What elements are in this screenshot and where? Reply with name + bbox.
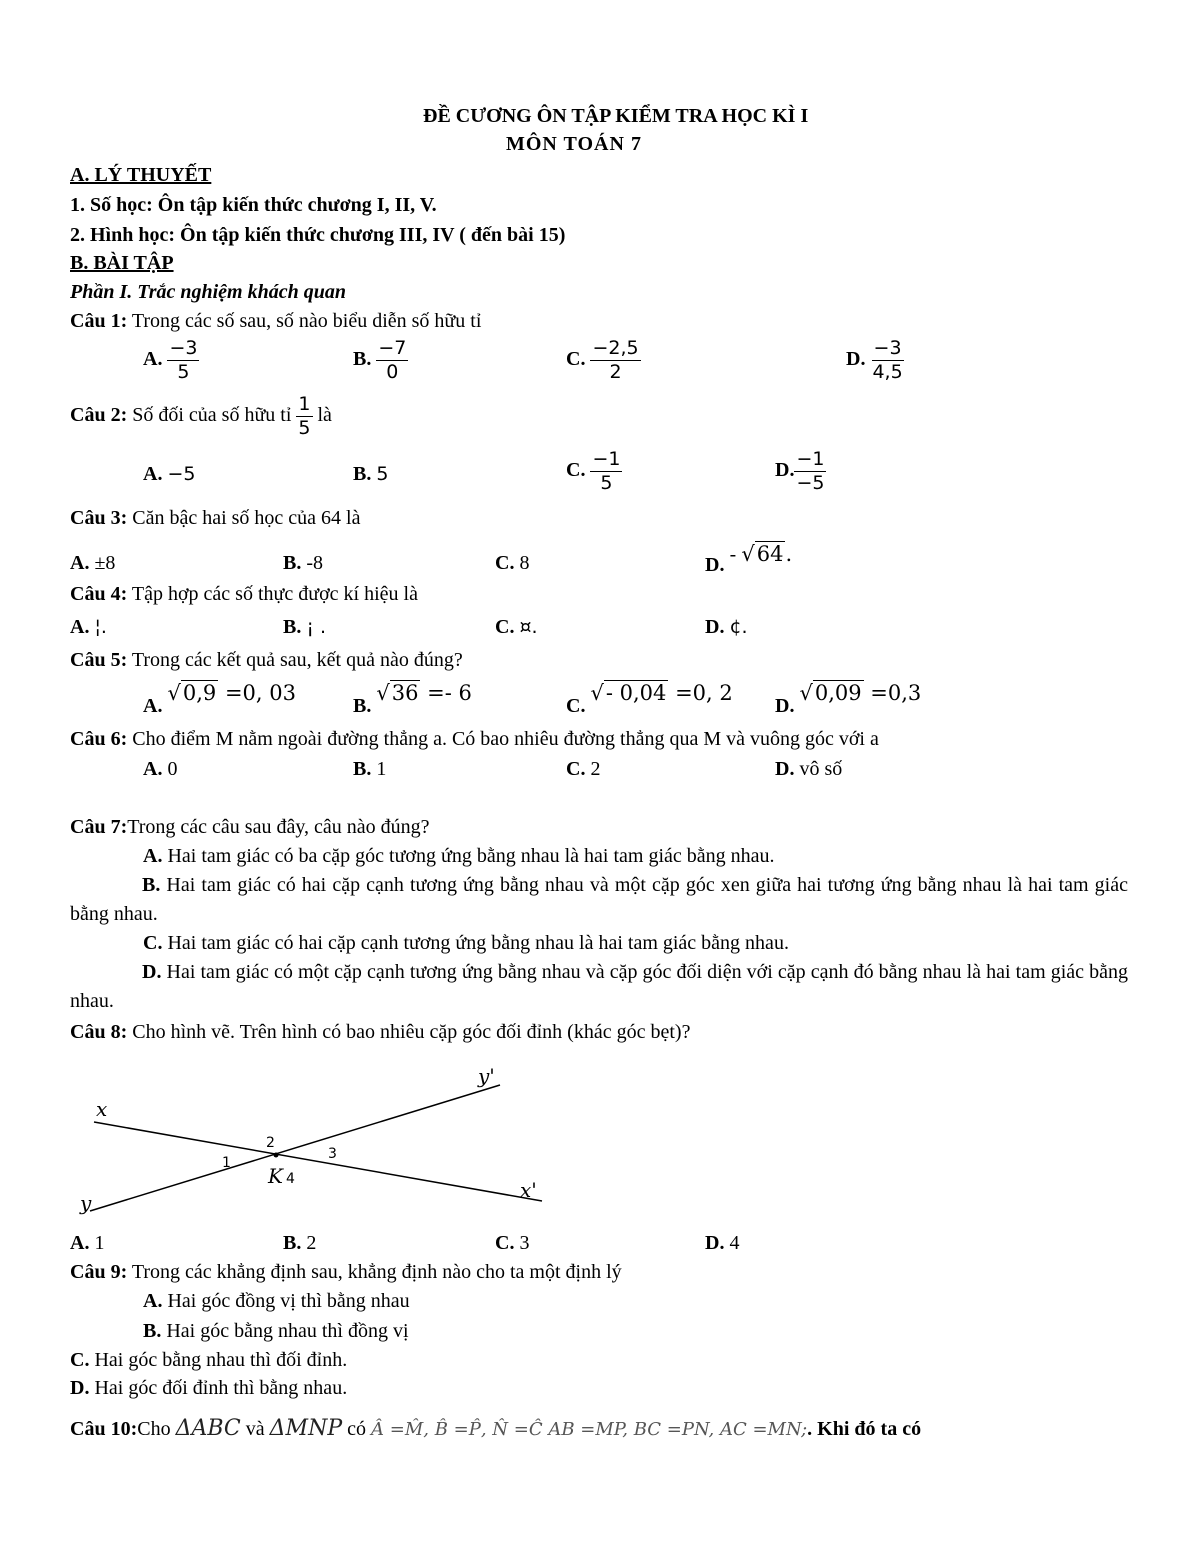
- label-x: x: [96, 1097, 108, 1121]
- question-label: Câu 2:: [70, 403, 128, 426]
- q2-option-a: [143, 464, 195, 484]
- fraction: [590, 449, 622, 494]
- theory-item-2: 2. Hình học: Ôn tập kiến thức chương III, IV ( đến bài 15): [70, 224, 566, 246]
- denominator: 2: [609, 360, 622, 383]
- fraction: [296, 394, 312, 439]
- question-label: Câu 9:: [70, 1261, 128, 1283]
- option-text: Hai góc bằng nhau thì đối đỉnh.: [89, 1349, 348, 1371]
- radicand: 0,9: [182, 681, 217, 705]
- numerator: −2,5: [592, 337, 639, 359]
- option-text: Hai tam giác có hai cặp cạnh tương ứng bằng nhau là hai tam giác bằng nhau.: [162, 932, 789, 954]
- option-label: A.: [143, 695, 163, 717]
- q3-option-b: [283, 553, 323, 573]
- option-label: B.: [143, 1320, 162, 1342]
- option-label: C.: [495, 616, 515, 638]
- option-label: B.: [283, 552, 302, 574]
- question-label: Câu 10:: [70, 1418, 138, 1440]
- q5-option-a: [143, 681, 296, 717]
- option-label: D.: [775, 458, 795, 481]
- label-k: K: [268, 1164, 283, 1188]
- option-label: B.: [142, 874, 161, 896]
- option-value: 0: [167, 758, 178, 780]
- co-text: có: [347, 1418, 367, 1440]
- question-5: [70, 650, 463, 670]
- option-text: Hai góc đối đỉnh thì bằng nhau.: [89, 1377, 348, 1399]
- question-text: Cho hình vẽ. Trên hình có bao nhiêu cặp góc đối đỉnh (khác góc bẹt)?: [127, 1021, 691, 1043]
- option-value: ¢.: [729, 616, 748, 638]
- option-label: A.: [70, 1232, 90, 1254]
- fraction: [870, 338, 904, 383]
- label-y: y: [80, 1191, 92, 1215]
- label-y-prime: y': [478, 1064, 495, 1088]
- line-y-yprime: [90, 1085, 500, 1211]
- question-label: Câu 3:: [70, 507, 128, 529]
- option-text: Hai tam giác có ba cặp góc tương ứng bằng nhau là hai tam giác bằng nhau.: [162, 845, 775, 867]
- question-9: [70, 1262, 622, 1282]
- point-k: [274, 1153, 279, 1158]
- option-value: ¡ .: [306, 616, 327, 638]
- question-2: [70, 394, 332, 439]
- option-value: 1: [94, 1232, 105, 1254]
- numerator: −1: [592, 448, 621, 470]
- option-label: D.: [142, 961, 162, 983]
- angle-label-3: 3: [328, 1146, 337, 1162]
- option-label: C.: [566, 458, 586, 481]
- q3-option-d: [705, 542, 793, 576]
- question-tail: là: [317, 403, 332, 426]
- option-label: D.: [846, 347, 866, 370]
- q9-option-d: [70, 1378, 347, 1398]
- numerator: −1: [796, 448, 825, 470]
- question-3: [70, 508, 361, 528]
- question-text-pre: Cho: [137, 1418, 171, 1440]
- radicand: - 0,04: [605, 681, 667, 705]
- q5-option-d: [775, 681, 922, 717]
- q8-option-a: [70, 1233, 104, 1253]
- q3-option-c: [495, 553, 529, 573]
- denominator: 0: [386, 360, 399, 383]
- q4-option-c: [495, 617, 538, 637]
- option-value: 1: [376, 758, 387, 780]
- option-value: -8: [306, 552, 324, 574]
- option-label: D.: [705, 616, 725, 638]
- question-text: Cho điểm M nằm ngoài đường thẳng a. Có bao nhiêu đường thẳng qua M và vuông góc với a: [127, 728, 879, 750]
- numerator: −3: [873, 337, 902, 359]
- option-label: B.: [353, 347, 372, 370]
- triangle-abc: ΔABC: [175, 1416, 241, 1441]
- sqrt-expression: √0,9 =0, 03: [167, 681, 296, 705]
- q3-option-a: [70, 553, 115, 573]
- q4-option-a: [70, 617, 107, 637]
- question-label: Câu 1:: [70, 310, 128, 332]
- document-title: ĐỀ CƯƠNG ÔN TẬP KIỂM TRA HỌC KÌ I: [423, 105, 809, 127]
- q4-option-b: [283, 617, 326, 637]
- option-minus: -: [729, 544, 737, 566]
- question-text: Căn bậc hai số học của 64 là: [127, 507, 361, 529]
- q1-option-a: [143, 338, 199, 383]
- question-text: Số đối của số hữu tỉ: [127, 403, 292, 426]
- q6-option-b: [353, 759, 386, 779]
- question-tail: . Khi đó ta có: [807, 1418, 922, 1440]
- q2-option-c: [566, 449, 622, 494]
- fraction: [376, 338, 408, 383]
- radicand: 36: [391, 681, 419, 705]
- option-label: D.: [775, 695, 795, 717]
- denominator: 5: [298, 416, 311, 439]
- option-label: D.: [705, 554, 725, 576]
- q1-option-b: [353, 338, 408, 383]
- conditions: Â =M̂, B̂ =P̂, N̂ =Ĉ AB =MP, BC =PN, AC =MN;: [371, 1419, 808, 1440]
- option-label: B.: [283, 1232, 302, 1254]
- q6-option-c: [566, 759, 600, 779]
- denominator: 4,5: [872, 360, 903, 383]
- option-value: vô số: [799, 758, 843, 780]
- option-value: 5: [376, 463, 389, 485]
- part1-heading: Phần I. Trắc nghiệm khách quan: [70, 281, 346, 303]
- equation-rhs: =0,3: [870, 681, 922, 705]
- option-value: ¤.: [519, 616, 538, 638]
- question-10: [70, 1418, 921, 1440]
- theory-heading: A. LÝ THUYẾT: [70, 164, 212, 186]
- question-4: [70, 584, 418, 604]
- q2-option-b: [353, 464, 388, 484]
- question-text: Trong các câu sau đây, câu nào đúng?: [127, 816, 430, 838]
- option-text: Hai tam giác có hai cặp cạnh tương ứng bằng nhau và một cặp góc xen giữa hai tương ứng bằng nhau là hai tam giác bằng nhau.: [70, 874, 1128, 925]
- q5-option-c: [566, 681, 733, 717]
- question-1: [70, 311, 481, 331]
- fraction: [167, 338, 199, 383]
- option-label: A.: [143, 463, 163, 485]
- option-label: A.: [143, 758, 163, 780]
- q8-option-b: [283, 1233, 316, 1253]
- denominator: 5: [177, 360, 190, 383]
- angle-figure: [70, 1055, 570, 1225]
- q8-option-c: [495, 1233, 529, 1253]
- question-label: Câu 6:: [70, 728, 128, 750]
- q4-option-d: [705, 617, 748, 637]
- radicand: 0,09: [814, 681, 862, 705]
- option-label: D.: [775, 758, 795, 780]
- denominator: 5: [600, 471, 613, 494]
- question-text: Trong các khẳng định sau, khẳng định nào cho ta một định lý: [127, 1261, 622, 1283]
- q9-option-c: [70, 1350, 347, 1370]
- sqrt-expression: √36 =- 6: [376, 681, 472, 705]
- question-7: [70, 817, 430, 837]
- question-text: Tập hợp các số thực được kí hiệu là: [127, 583, 418, 605]
- option-label: B.: [353, 695, 372, 717]
- suffix: .: [785, 542, 793, 566]
- option-label: B.: [353, 463, 372, 485]
- document-subtitle: MÔN TOÁN 7: [506, 133, 642, 155]
- question-label: Câu 4:: [70, 583, 128, 605]
- option-label: A.: [143, 347, 163, 370]
- option-label: C.: [70, 1349, 90, 1371]
- fraction: [590, 338, 640, 383]
- option-value: ¦.: [94, 616, 107, 638]
- option-value: 2: [590, 758, 601, 780]
- option-value: 4: [729, 1232, 740, 1254]
- q9-option-a: [143, 1291, 410, 1311]
- equation-rhs: =0, 03: [224, 681, 296, 705]
- sqrt-expression: √64.: [741, 542, 793, 566]
- numerator: 1: [298, 393, 311, 415]
- option-label: A.: [70, 616, 90, 638]
- triangle-mnp: ΔMNP: [269, 1416, 343, 1441]
- q1-option-c: [566, 338, 641, 383]
- q8-option-d: [705, 1233, 739, 1253]
- angle-label-1: 1: [222, 1155, 231, 1171]
- q7-option-b: [70, 871, 1128, 929]
- option-text: Hai góc bằng nhau thì đồng vị: [161, 1320, 409, 1342]
- option-text: Hai tam giác có một cặp cạnh tương ứng bằng nhau và cặp góc đối diện với cặp cạnh đó bằng nhau là hai tam giác bằng nhau.: [70, 961, 1128, 1012]
- sqrt-expression: √0,09 =0,3: [799, 681, 922, 705]
- option-value: 2: [306, 1232, 317, 1254]
- option-label: B.: [283, 616, 302, 638]
- question-6: [70, 729, 879, 749]
- q6-option-d: [775, 759, 842, 779]
- option-label: C.: [495, 1232, 515, 1254]
- theory-item-1: 1. Số học: Ôn tập kiến thức chương I, II, V.: [70, 194, 437, 216]
- numerator: −3: [169, 337, 198, 359]
- option-label: A.: [70, 552, 90, 574]
- and-text: và: [245, 1418, 265, 1440]
- fraction: [794, 449, 826, 494]
- equation-rhs: =- 6: [427, 681, 472, 705]
- radicand: 64: [756, 542, 784, 566]
- q6-option-a: [143, 759, 177, 779]
- option-label: C.: [143, 932, 163, 954]
- option-value: 8: [519, 552, 530, 574]
- q7-option-d: [70, 958, 1128, 1016]
- angle-label-2: 2: [266, 1135, 275, 1151]
- option-value: ±8: [94, 552, 116, 574]
- option-label: C.: [495, 552, 515, 574]
- option-value: 3: [519, 1232, 530, 1254]
- sqrt-expression: √- 0,04 =0, 2: [590, 681, 733, 705]
- question-label: Câu 8:: [70, 1021, 128, 1043]
- option-label: A.: [143, 1290, 163, 1312]
- equation-rhs: =0, 2: [675, 681, 733, 705]
- option-label: C.: [566, 347, 586, 370]
- question-label: Câu 7:: [70, 816, 128, 838]
- option-label: B.: [353, 758, 372, 780]
- question-text: Trong các số sau, số nào biểu diễn số hữu tỉ: [127, 310, 482, 332]
- q5-option-b: [353, 681, 472, 717]
- label-x-prime: x': [520, 1178, 537, 1202]
- option-label: D.: [705, 1232, 725, 1254]
- option-label: C.: [566, 758, 586, 780]
- option-label: A.: [143, 845, 163, 867]
- exercises-heading: B. BÀI TẬP: [70, 252, 174, 274]
- q7-option-a: [143, 846, 775, 866]
- numerator: −7: [378, 337, 407, 359]
- q9-option-b: [143, 1321, 409, 1341]
- denominator: −5: [796, 471, 825, 494]
- option-label: D.: [70, 1377, 90, 1399]
- option-label: C.: [566, 695, 586, 717]
- question-text: Trong các kết quả sau, kết quả nào đúng?: [127, 649, 463, 671]
- question-8: [70, 1022, 690, 1042]
- option-value: −5: [167, 463, 196, 485]
- q7-option-c: [143, 933, 789, 953]
- q2-option-d: [775, 449, 826, 494]
- angle-label-4: 4: [286, 1171, 295, 1187]
- option-text: Hai góc đồng vị thì bằng nhau: [162, 1290, 410, 1312]
- q1-option-d: [846, 338, 905, 383]
- question-label: Câu 5:: [70, 649, 128, 671]
